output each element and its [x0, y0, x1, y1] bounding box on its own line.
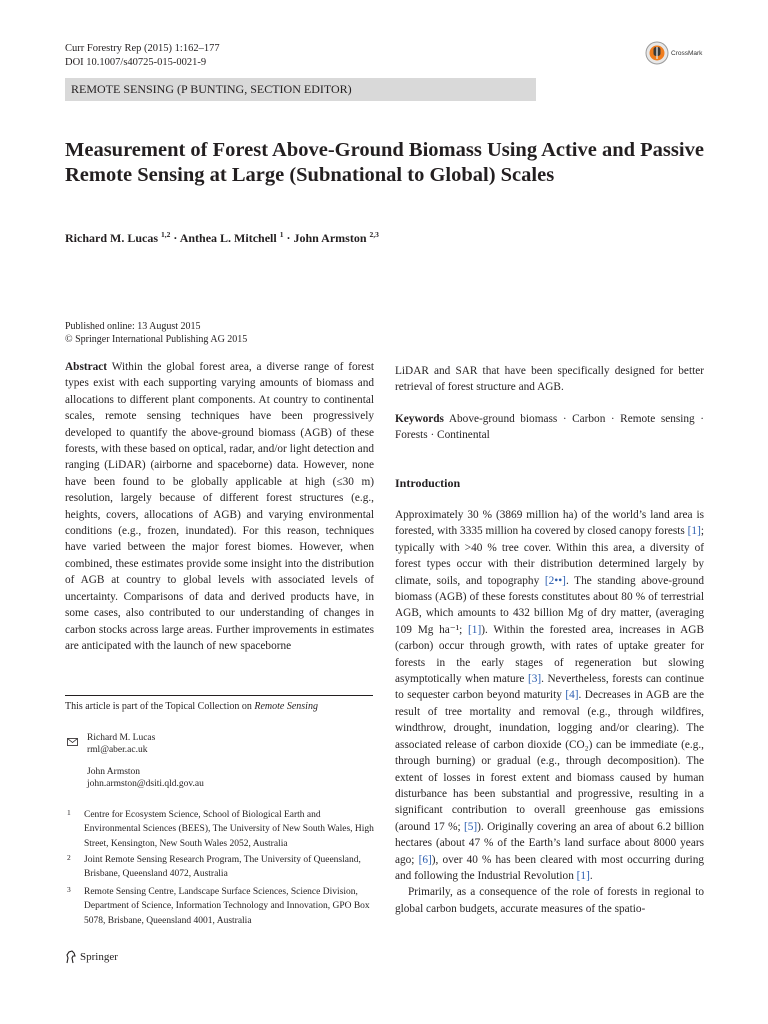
reference-link[interactable]: [1] — [576, 869, 590, 882]
author-affiliation-marker: 1 — [279, 230, 284, 239]
introduction-paragraph-2: Primarily, as a consequence of the role of forests in regional to global carbon budgets, accurate measures of the spatio- — [395, 886, 704, 915]
reference-link[interactable]: [2••] — [544, 574, 566, 587]
crossmark-icon — [645, 41, 669, 65]
reference-link[interactable]: [5] — [463, 820, 478, 833]
reference-link[interactable]: [4] — [565, 689, 579, 702]
author-name[interactable]: Richard M. Lucas — [65, 231, 161, 245]
envelope-icon — [67, 733, 78, 751]
contact-author-2 — [87, 766, 204, 791]
paragraph-text: ). Within the forested area, increases in AGB (carbon) occur through growth, with rates of uptake greater for forests in the early stages of regeneration but slowing asymptotically when mature — [395, 623, 704, 686]
springer-horse-icon — [65, 950, 77, 964]
section-heading-introduction: Introduction — [395, 476, 461, 490]
doi[interactable]: DOI 10.1007/s40725-015-0021-9 — [65, 57, 207, 68]
author-name[interactable]: John Armston — [293, 231, 370, 245]
author-name[interactable]: Anthea L. Mitchell — [179, 231, 280, 245]
publisher-name: Springer — [80, 951, 118, 963]
topical-collection-note: This article is part of the Topical Collection on Remote Sensing — [65, 701, 318, 712]
crossmark-label: CrossMark — [671, 49, 703, 57]
affiliation-2: Joint Remote Sensing Research Program, The University of Queensland, Brisbane, Queensland 4072, Australia — [84, 855, 361, 880]
abstract-label: Abstract — [65, 361, 108, 373]
abstract-text: Within the global forest area, a diverse range of forest types exist with each supporting varying amounts of biomass and allocations to different plant components. At country to continental scales, remote sensing techniques have been progressively developed to quantify the above-ground biomass (AGB) of these forests, with these based on optical, radar, and/or light detection and ranging (LiDAR) (airborne and spaceborne) data. However, none have been found to be globally applicable at high (≤30 m) resolution, largely because of different forest structures (e.g., heights, covers, allocations of AGB) and varying environmental conditions (e.g., frozen, inundated). For this reason, techniques have varied between the major forest biomes. However, when combined, these estimates provide some insight into the distribution of AGB at country to global levels with associated levels of uncertainty. Comparisons of data and derived products have, in some cases, also contributed to our understanding of changes in carbon stocks across large areas. Further improvements in estimates are anticipated with the launch of new spaceborne — [65, 361, 374, 652]
keywords — [395, 411, 704, 444]
affiliation-number: 2 — [67, 853, 71, 862]
reference-link[interactable]: [1] — [468, 623, 482, 636]
reference-link[interactable]: [1] — [687, 525, 701, 538]
affiliation-1: Centre for Ecosystem Science, School of Biological Earth and Environmental Sciences (BEES), The University of New South Wales, High Street, Kensington, New South Wales 2052, Australia — [84, 810, 374, 849]
article-title: Measurement of Forest Above-Ground Biomass Using Active and Passive Remote Sensing at Large (Subnational to Global) Scales — [65, 139, 704, 186]
author-affiliation-marker: 1,2 — [161, 230, 171, 239]
paragraph-text: Approximately 30 % (3869 million ha) of the world’s land area is forested, with 3335 million ha covered by closed canopy forests — [395, 509, 704, 538]
contact-name: John Armston — [87, 767, 141, 777]
author-list — [65, 230, 379, 246]
introduction-paragraph-1 — [395, 507, 704, 884]
publisher-logo — [65, 950, 118, 964]
paragraph-text: ), over 40 % has been cleared with most occurring during and following the Industrial Revolution — [395, 853, 704, 882]
affiliation-number: 3 — [67, 885, 71, 894]
paragraph-text: ; typically with >40 % tree cover. Within this area, a diversity of forest types occur with their distribution determined largely by climate, soils, and topography — [395, 525, 704, 587]
paragraph-text: . The standing above-ground biomass (AGB) of these forests constitutes about 80 % of terrestrial AGB, which amounts to 432 billion Mg of dry matter, (averaging 109 Mg ha⁻¹; — [395, 574, 704, 636]
contact-email[interactable]: rml@aber.ac.uk — [87, 745, 148, 756]
footnote-divider — [65, 695, 373, 696]
author-separator: · — [170, 231, 180, 245]
contact-email[interactable]: john.armston@dsiti.qld.gov.au — [87, 779, 204, 790]
section-label: REMOTE SENSING (P BUNTING, SECTION EDITOR) — [65, 78, 536, 101]
introduction-body — [395, 507, 704, 917]
paragraph-text: . — [589, 869, 593, 882]
reference-link[interactable]: [3] — [527, 673, 542, 686]
abstract-continuation: LiDAR and SAR that have been specifically designed for better retrieval of forest structure and AGB. — [395, 365, 704, 394]
journal-citation: Curr Forestry Rep (2015) 1:162–177 — [65, 43, 220, 54]
paragraph-text: ). Originally covering an area of about 6.2 billion hectares (about 47 % of the Earth’s land surface about 8000 years ago; — [395, 820, 704, 866]
contact-author-1 — [87, 732, 155, 757]
affiliation-number: 1 — [67, 808, 71, 817]
copyright-line: © Springer International Publishing AG 2015 — [65, 334, 248, 345]
keywords-label: Keywords — [395, 413, 444, 425]
author-affiliation-marker: 2,3 — [369, 230, 379, 239]
contact-name: Richard M. Lucas — [87, 733, 156, 743]
crossmark-badge[interactable] — [645, 41, 702, 65]
reference-link[interactable]: [6] — [418, 853, 432, 866]
affiliation-3: Remote Sensing Centre, Landscape Surface Sciences, Science Division, Department of Science, Information Technology and Innovation, GPO Box 5078, Brisbane, Queensland 4001, Australia — [84, 887, 370, 926]
published-date: Published online: 13 August 2015 — [65, 321, 201, 332]
abstract — [65, 359, 374, 654]
keywords-text: Above-ground biomass · Carbon · Remote sensing · Forests · Continental — [395, 413, 704, 442]
topical-collection-name[interactable]: Remote Sensing — [254, 701, 318, 712]
paragraph-text: . Decreases in AGB are the result of tree mortality and removal (e.g., through wildfires, windthrow, drought, inundation, logging and/or clearing). The associated release of carbon dioxide (CO₂) can be immediate (e.g., through burning) or gradual (e.g., through decomposition). The extent of losses in forest extent and biomass caused by human disturbance has been substantial and progressive, resulting in a significant contribution to overall greenhouse gas emissions (around 17 %; — [395, 689, 704, 833]
author-separator: · — [283, 231, 294, 245]
paragraph-text: . Nevertheless, forests can continue to sequester carbon beyond maturity — [395, 673, 704, 702]
